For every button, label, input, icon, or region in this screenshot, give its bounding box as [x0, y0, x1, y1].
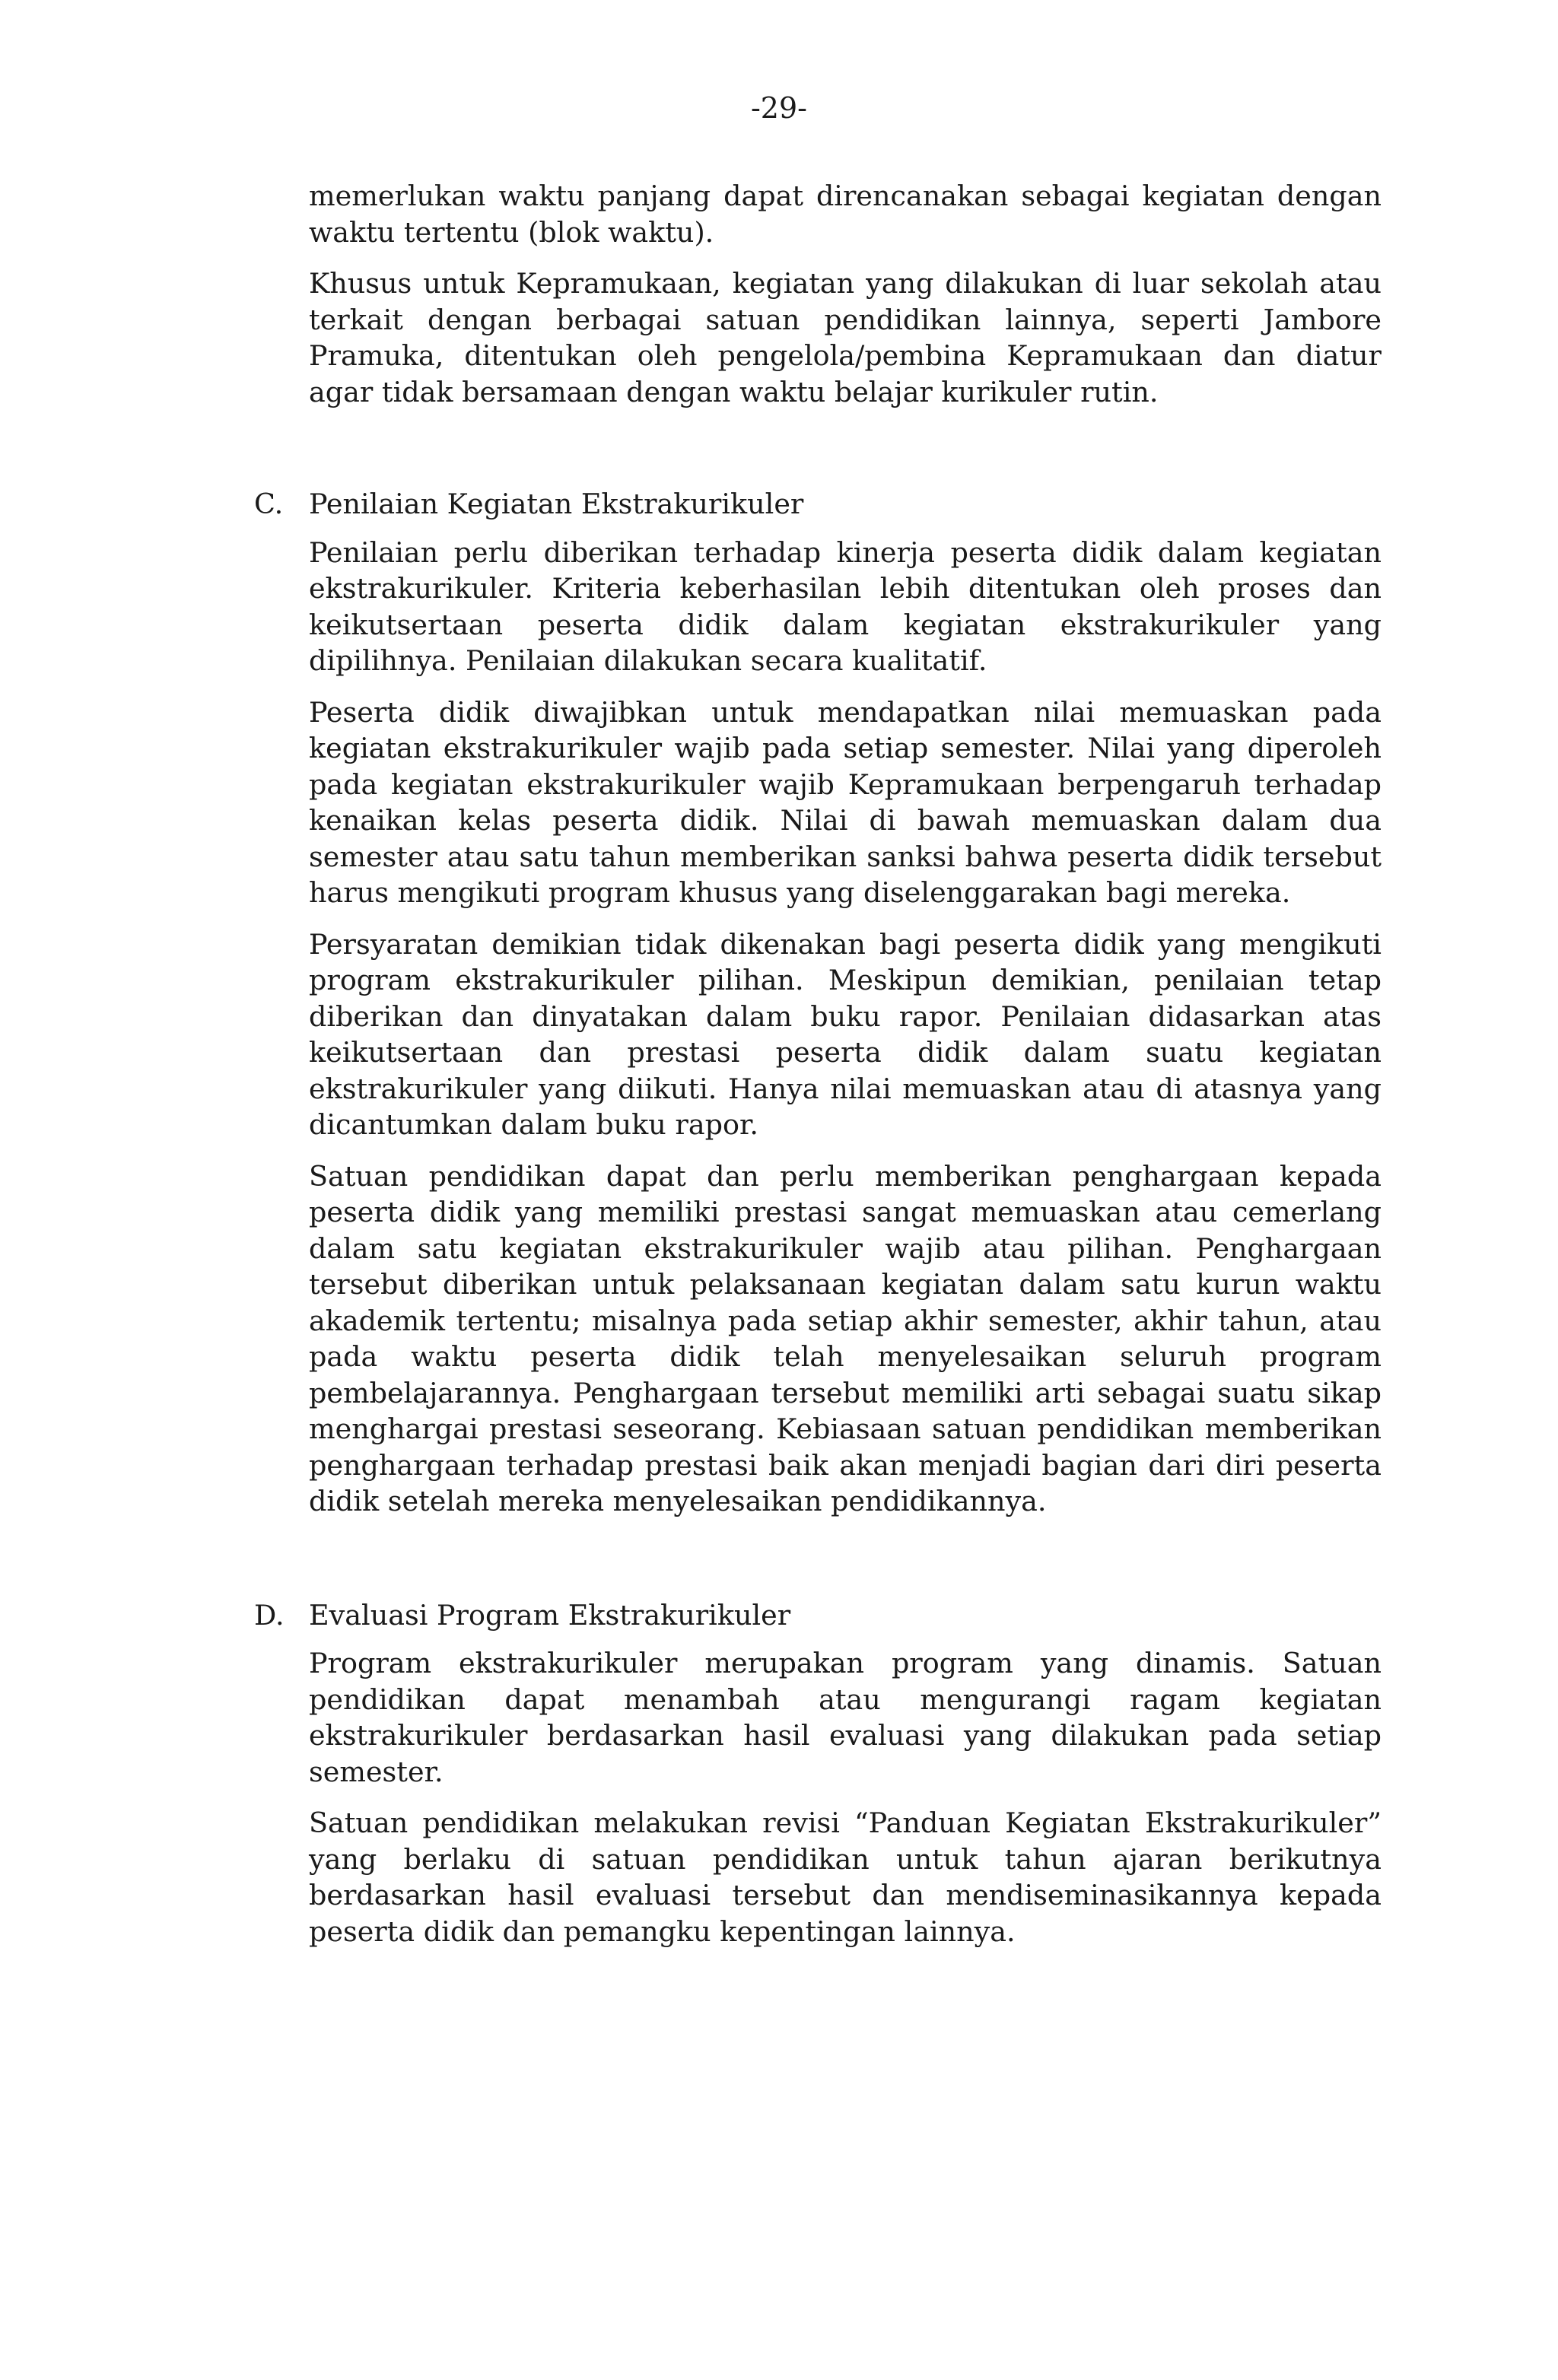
intro-paragraph-1: memerlukan waktu panjang dapat direncanakan sebagai kegiatan dengan waktu tertentu (blok waktu).	[309, 180, 1382, 249]
intro-paragraph-2: Khusus untuk Kepramukaan, kegiatan yang dilakukan di luar sekolah atau terkait dengan berbagai satuan pendidikan lainnya, seperti Jambore Pramuka, ditentukan oleh pengelola/pembina Kepramukaan dan diatur agar tidak bersamaan dengan waktu belajar kurikuler rutin.	[309, 267, 1382, 408]
section-spacer	[309, 425, 1382, 486]
section-d-title: Evaluasi Program Ekstrakurikuler	[309, 1598, 791, 1632]
section-c-paragraph-1: Penilaian perlu diberikan terhadap kinerja peserta didik dalam kegiatan ekstrakurikuler. Kriteria keberhasilan lebih ditentukan oleh proses dan keikutsertaan peserta didik dalam kegiatan ekstrakurikuler yang dipilihnya. Penilaian dilakukan secara kualitatif.	[309, 535, 1382, 677]
section-c-letter: C.	[254, 488, 284, 520]
section-c-title: Penilaian Kegiatan Ekstrakurikuler	[309, 488, 804, 520]
section-spacer	[309, 1535, 1382, 1597]
section-c-heading	[254, 486, 1382, 523]
section-d	[254, 1597, 1382, 1950]
section-c-paragraph-2: Peserta didik diwajibkan untuk mendapatkan nilai memuaskan pada kegiatan ekstrakurikuler wajib pada setiap semester. Nilai yang diperoleh pada kegiatan ekstrakurikuler wajib Kepramukaan berpengaruh terhadap kenaikan kelas peserta didik. Nilai di bawah memuaskan dalam dua semester atau satu tahun memberikan sanksi bahwa peserta didik tersebut harus mengikuti program khusus yang diselenggarakan bagi mereka.	[309, 695, 1382, 909]
section-d-letter: D.	[254, 1598, 285, 1632]
section-d-paragraph-1: Program ekstrakurikuler merupakan program yang dinamis. Satuan pendidikan dapat menambah atau mengurangi ragam kegiatan ekstrakurikuler berdasarkan hasil evaluasi yang dilakukan pada setiap semester.	[309, 1647, 1382, 1788]
section-c	[254, 486, 1382, 1520]
section-d-paragraph-2: Satuan pendidikan melakukan revisi “Panduan Kegiatan Ekstrakurikuler” yang berlaku di satuan pendidikan untuk tahun ajaran berikutnya berdasarkan hasil evaluasi tersebut dan mendiseminasikannya kepada peserta didik dan pemangku kepentingan lainnya.	[309, 1806, 1382, 1948]
page-number: -29-	[750, 91, 808, 125]
section-c-paragraph-4: Satuan pendidikan dapat dan perlu memberikan penghargaan kepada peserta didik yang memiliki prestasi sangat memuaskan atau cemerlang dalam satu kegiatan ekstrakurikuler wajib atau pilihan. Penghargaan tersebut diberikan untuk pelaksanaan kegiatan dalam satu kurun waktu akademik tertentu; misalnya pada setiap akhir semester, akhir tahun, atau pada waktu peserta didik telah menyelesaikan seluruh program pembelajarannya. Penghargaan tersebut memiliki arti sebagai suatu sikap menghargai prestasi seseorang. Kebiasaan satuan pendidikan memberikan penghargaan terhadap prestasi baik akan menjadi bagian dari diri peserta didik setelah mereka menyelesaikan pendidikannya.	[309, 1159, 1382, 1517]
section-d-heading	[254, 1597, 1382, 1634]
document-body	[254, 178, 1382, 1965]
section-c-paragraph-3: Persyaratan demikian tidak dikenakan bagi peserta didik yang mengikuti program ekstrakurikuler pilihan. Meskipun demikian, penilaian tetap diberikan dan dinyatakan dalam buku rapor. Penilaian didasarkan atas keikutsertaan dan prestasi peserta didik dalam suatu kegiatan ekstrakurikuler yang diikuti. Hanya nilai memuaskan atau di atasnya yang dicantumkan dalam buku rapor.	[309, 927, 1382, 1141]
